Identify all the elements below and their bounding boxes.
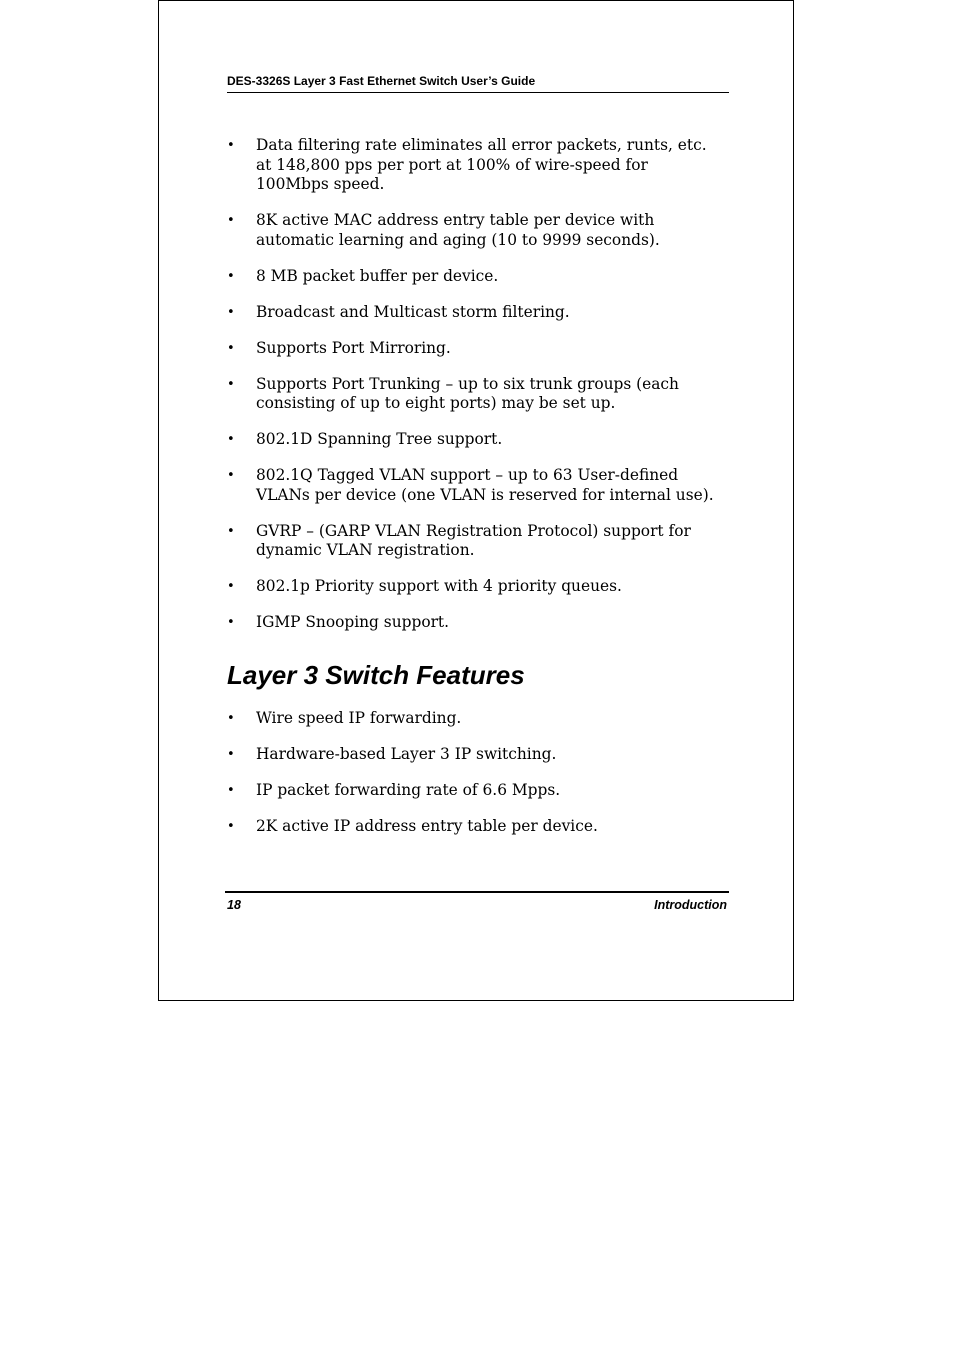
list-item-text: Broadcast and Multicast storm filtering. xyxy=(256,302,570,321)
list-item-text: Supports Port Mirroring. xyxy=(256,338,451,357)
bullet-icon: • xyxy=(227,523,235,539)
list-item xyxy=(227,613,727,633)
list-item xyxy=(227,709,727,729)
feature-list xyxy=(227,136,727,649)
running-header: DES-3326S Layer 3 Fast Ethernet Switch User’s Guide xyxy=(227,74,729,93)
list-item-text: IP packet forwarding rate of 6.6 Mpps. xyxy=(256,781,561,799)
page-number: 18 xyxy=(227,898,241,912)
list-item xyxy=(227,781,727,801)
bullet-icon: • xyxy=(227,213,235,228)
list-item-text: consisting of up to eight ports) may be set up. xyxy=(256,394,616,412)
layer3-feature-list xyxy=(227,709,727,853)
list-item xyxy=(227,375,727,414)
list-item xyxy=(227,303,727,323)
list-item-text: GVRP – (GARP VLAN Registration Protocol) support for xyxy=(256,521,691,540)
bullet-icon: • xyxy=(227,340,235,356)
list-item xyxy=(227,339,727,359)
list-item-text: dynamic VLAN registration. xyxy=(256,541,475,559)
list-item xyxy=(227,466,727,505)
bullet-icon: • xyxy=(227,376,235,392)
list-item xyxy=(227,522,727,561)
list-item-text: 802.1Q Tagged VLAN support – up to 63 User-defined xyxy=(256,466,679,484)
bullet-icon: • xyxy=(227,304,235,320)
bullet-icon: • xyxy=(227,579,235,594)
list-item-text: automatic learning and aging (10 to 9999 seconds). xyxy=(256,230,660,249)
list-item xyxy=(227,136,727,195)
list-item-text: VLANs per device (one VLAN is reserved for internal use). xyxy=(256,485,714,504)
list-item-text: 802.1p Priority support with 4 priority queues. xyxy=(256,577,622,595)
list-item xyxy=(227,430,727,450)
list-item xyxy=(227,577,727,597)
section-heading: Layer 3 Switch Features xyxy=(227,660,525,690)
footer-divider xyxy=(225,891,729,893)
bullet-icon: • xyxy=(227,819,235,834)
bullet-icon: • xyxy=(227,268,235,284)
list-item-text: 8 MB packet buffer per device. xyxy=(256,266,499,285)
list-item xyxy=(227,267,727,287)
bullet-icon: • xyxy=(227,711,235,726)
list-item xyxy=(227,745,727,765)
list-item-text: Supports Port Trunking – up to six trunk groups (each xyxy=(256,374,679,393)
list-item-text: at 148,800 pps per port at 100% of wire-speed for xyxy=(256,155,648,174)
page-footer xyxy=(227,898,727,913)
bullet-icon: • xyxy=(227,747,235,762)
list-item-text: 8K active MAC address entry table per device with xyxy=(256,211,655,229)
list-item-text: Hardware-based Layer 3 IP switching. xyxy=(256,745,557,763)
list-item xyxy=(227,817,727,837)
bullet-icon: • xyxy=(227,138,235,153)
bullet-icon: • xyxy=(227,783,235,798)
bullet-icon: • xyxy=(227,432,235,447)
list-item-text: IGMP Snooping support. xyxy=(256,613,450,631)
list-item-text: 802.1D Spanning Tree support. xyxy=(256,430,503,448)
list-item xyxy=(227,211,727,250)
list-item-text: 2K active IP address entry table per device. xyxy=(256,817,598,835)
footer-section-title: Introduction xyxy=(654,898,727,912)
list-item-text: 100Mbps speed. xyxy=(256,175,385,193)
bullet-icon: • xyxy=(227,468,235,483)
list-item-text: Data filtering rate eliminates all error packets, runts, etc. xyxy=(256,136,707,154)
bullet-icon: • xyxy=(227,615,235,630)
list-item-text: Wire speed IP forwarding. xyxy=(256,709,462,727)
